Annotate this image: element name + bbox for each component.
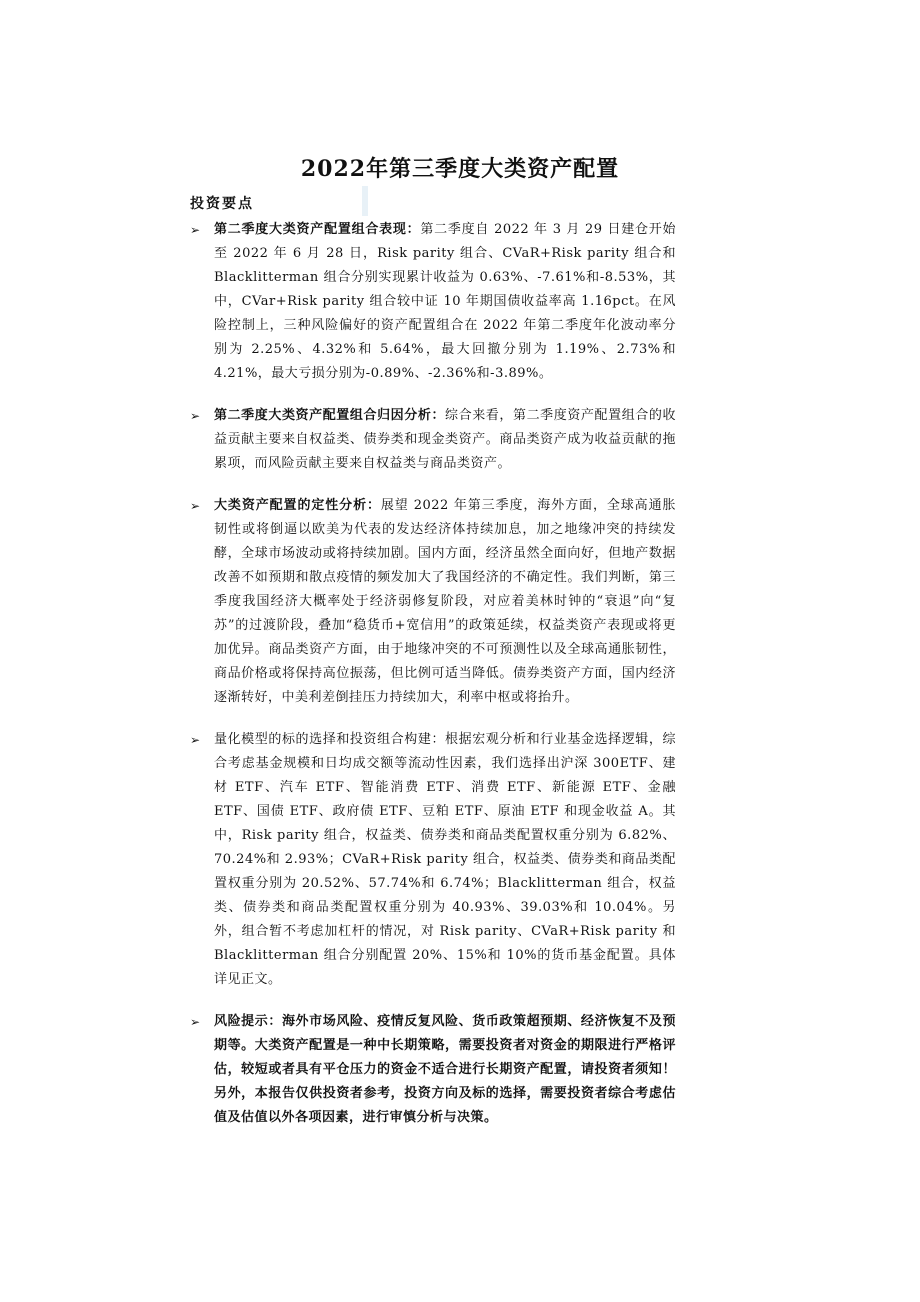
key-point-body: 量化模型的标的选择和投资组合构建：根据宏观分析和行业基金选择逻辑，综合考虑基金规模和日均成交额等流动性因素，我们选择出沪深 300ETF、建材 ETF、汽车 ETF、智能消费 ETF、消费 ETF、新能源 ETF、金融 ETF、国债 ETF、政府债 ETF、豆粕 ETF、原油 ETF 和现金收益 A。其中，Risk parity 组合，权益类、债券类和商品类配置权重分别为 6.82%、70.24%和 2.93%；CVaR+Risk parity 组合，权益类、债券类和商品类配置权重分别为 20.52%、57.74%和 6.74%；Blacklitterman 组合，权益类、债券类和商品类配置权重分别为 40.93%、39.03%和 10.04%。另外，组合暂不考虑加杠杆的情况，对 Risk parity、CVaR+Risk parity 和 Blacklitterman 组合分别配置 20%、15%和 10%的货币基金配置。具体详见正文。 <box>214 732 676 987</box>
arrow-bullet-icon: ➢ <box>190 1015 201 1029</box>
key-point-body: 第二季度自 2022 年 3 月 29 日建仓开始至 2022 年 6 月 28 日，Risk parity 组合、CVaR+Risk parity 组合和 Blacklitterman 组合分别实现累计收益为 0.63%、-7.61%和-8.53%，其中，CVar+Risk parity 组合较中证 10 年期国债收益率高 1.16pct。在风险控制上，三种风险偏好的资产配置组合在 2022 年第二季度年化波动率分别为 2.25%、4.32%和 5.64%，最大回撤分别为 1.19%、2.73%和 4.21%，最大亏损分别为-0.89%、-2.36%和-3.89%。 <box>214 222 676 381</box>
arrow-bullet-icon: ➢ <box>190 499 201 513</box>
key-point-body: 海外市场风险、疫情反复风险、货币政策超预期、经济恢复不及预期等。大类资产配置是一种中长期策略，需要投资者对资金的期限进行严格评估，较短或者具有平仓压力的资金不适合进行长期资产配置，请投资者须知！另外，本报告仅供投资者参考，投资方向及标的选择，需要投资者综合考虑估值及估值以外各项因素，进行审慎分析与决策。 <box>214 1014 676 1125</box>
key-point-q2-attribution <box>190 404 676 476</box>
key-point-risk-warning <box>190 1010 676 1130</box>
arrow-bullet-icon: ➢ <box>190 223 201 237</box>
key-point-qualitative-analysis <box>190 494 676 710</box>
key-point-body: 综合来看，第二季度资产配置组合的收益贡献主要来自权益类、债券类和现金类资产。商品类资产成为收益贡献的拖累项，而风险贡献主要来自权益类与商品类资产。 <box>214 408 676 471</box>
key-point-body: 展望 2022 年第三季度，海外方面，全球高通胀韧性或将倒逼以欧美为代表的发达经济体持续加息，加之地缘冲突的持续发酵，全球市场波动或将持续加剧。国内方面，经济虽然全面向好，但地产数据改善不如预期和散点疫情的频发加大了我国经济的不确定性。我们判断，第三季度我国经济大概率处于经济弱修复阶段，对应着美林时钟的“衰退”向“复苏”的过渡阶段，叠加“稳货币+宽信用”的政策延续，权益类资产表现或将更加优异。商品类资产方面，由于地缘冲突的不可预测性以及全球高通胀韧性，商品价格或将保持高位振荡，但比例可适当降低。债券类资产方面，国内经济逐渐转好，中美利差倒挂压力持续加大，利率中枢或将抬升。 <box>214 498 676 705</box>
key-point-model-construction <box>190 728 676 992</box>
key-points-list <box>190 218 676 1148</box>
section-heading: 投资要点 <box>190 196 254 212</box>
arrow-bullet-icon: ➢ <box>190 733 201 747</box>
arrow-bullet-icon: ➢ <box>190 409 201 423</box>
key-point-lead: 风险提示： <box>214 1014 282 1029</box>
key-point-q2-performance <box>190 218 676 386</box>
watermark-mark <box>362 186 368 216</box>
key-point-lead: 大类资产配置的定性分析： <box>214 498 381 513</box>
page-title: 2022年第三季度大类资产配置 <box>300 156 620 182</box>
key-point-lead: 第二季度大类资产配置组合表现： <box>214 222 421 237</box>
key-point-lead: 第二季度大类资产配置组合归因分析： <box>214 408 446 423</box>
